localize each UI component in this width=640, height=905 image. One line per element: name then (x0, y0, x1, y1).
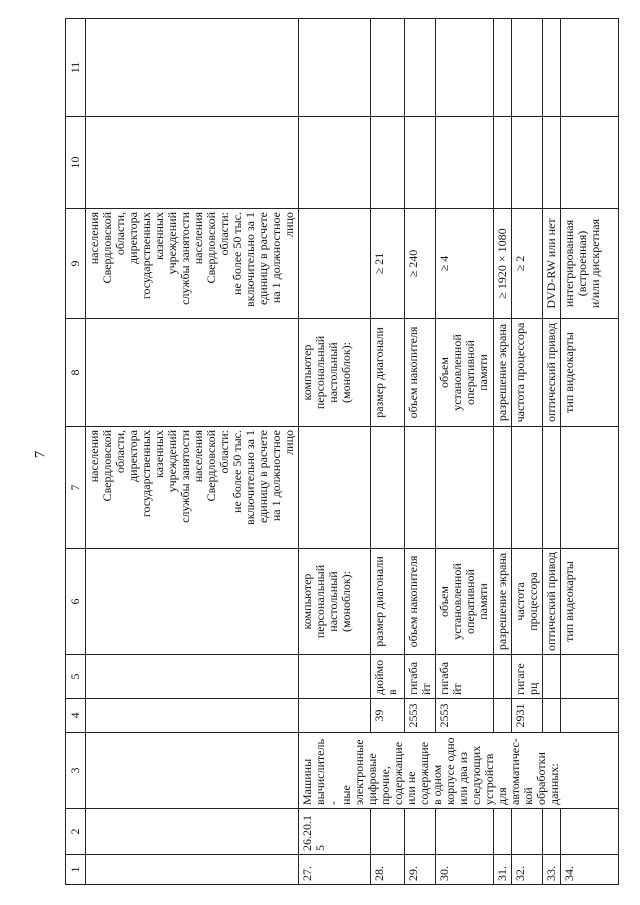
okpd-code (405, 809, 436, 855)
header-cell: 11 (66, 19, 86, 117)
header-row (66, 19, 86, 885)
table-cell (299, 19, 371, 117)
header-cell: 3 (66, 733, 86, 809)
characteristic-name: оптический привод (543, 319, 561, 427)
table-cell (405, 117, 436, 209)
row-number: 30. (436, 855, 494, 885)
table-cell (299, 117, 371, 209)
table-cell (561, 19, 619, 117)
okpd-code (561, 809, 619, 855)
table-cell (405, 19, 436, 117)
characteristic-value: ≥ 2 (512, 209, 543, 319)
characteristic-name: разрешение экрана (494, 319, 512, 427)
okpd-code: 26.20.15 (299, 809, 371, 855)
unit-name (561, 655, 619, 699)
okpd-code (543, 809, 561, 855)
unit-name: гигабайт (436, 655, 494, 699)
row-number: 29. (405, 855, 436, 885)
table-cell (86, 655, 299, 699)
table-cell (86, 19, 299, 117)
header-cell: 5 (66, 655, 86, 699)
characteristic-value: ≥ 240 (405, 209, 436, 319)
header-cell: 2 (66, 809, 86, 855)
table-cell (299, 209, 371, 319)
table-cell (543, 427, 561, 549)
table-cell (86, 319, 299, 427)
characteristic-name: размер диагонали (371, 319, 405, 427)
okpd-code (371, 809, 405, 855)
okpd-code (436, 809, 494, 855)
characteristic-name: разрешение экрана (494, 549, 512, 655)
header-cell: 9 (66, 209, 86, 319)
row-number: 34. (561, 855, 619, 885)
table-cell (494, 19, 512, 117)
okpd-code (494, 809, 512, 855)
header-cell: 7 (66, 427, 86, 549)
table-cell (494, 427, 512, 549)
characteristic-value: интегрированная (встроенная) и/или дискретная (561, 209, 619, 319)
unit-name (494, 655, 512, 699)
characteristic-value: ≥ 21 (371, 209, 405, 319)
unit-code: 2931 (512, 699, 543, 733)
table-cell (86, 117, 299, 209)
rotated-sheet (65, 19, 602, 885)
table-cell (299, 699, 371, 733)
table-cell (512, 427, 543, 549)
characteristic-name: тип видеокарты (561, 549, 619, 655)
table-cell (86, 733, 299, 809)
item-name: Машины вычислитель- ные электронные цифровые прочие, содержащие или не содержащие в одном корпусе одно или два из следующих устройств для автоматичес- кой обработки данных: (299, 733, 619, 809)
characteristic-name: объем установленной оперативной памяти (436, 319, 494, 427)
table-row (299, 19, 371, 885)
table-cell (405, 427, 436, 549)
characteristic-value: ≥ 4 (436, 209, 494, 319)
characteristic-name: оптический привод (543, 549, 561, 655)
unit-name (543, 655, 561, 699)
table-cell (86, 809, 299, 855)
unit-name: дюймов (371, 655, 405, 699)
table-cell (543, 19, 561, 117)
unit-name: гигабайт (405, 655, 436, 699)
header-cell: 4 (66, 699, 86, 733)
characteristic-name: объем накопителя (405, 549, 436, 655)
characteristic-value: DVD-RW или нет (543, 209, 561, 319)
requirements-table (65, 18, 619, 885)
characteristic-name: компьютер персональный настольный (моноблок): (299, 549, 371, 655)
characteristic-name: тип видеокарты (561, 319, 619, 427)
table-cell (436, 19, 494, 117)
characteristic-name: частота процессора (512, 319, 543, 427)
row-number: 31. (494, 855, 512, 885)
table-cell (512, 117, 543, 209)
okpd-code (512, 809, 543, 855)
table-cell (86, 855, 299, 885)
unit-code: 2553 (405, 699, 436, 733)
unit-code (494, 699, 512, 733)
characteristic-name: компьютер персональный настольный (моноблок): (299, 319, 371, 427)
characteristic-value: ≥ 1920 × 1080 (494, 209, 512, 319)
characteristic-name: объем установленной оперативной памяти (436, 549, 494, 655)
table-cell (543, 117, 561, 209)
table-cell (299, 427, 371, 549)
table-cell (86, 549, 299, 655)
row-number: 28. (371, 855, 405, 885)
table-cell (371, 427, 405, 549)
table-cell (371, 19, 405, 117)
continuation-row (86, 19, 299, 885)
header-cell: 6 (66, 549, 86, 655)
official-category-text: населения Свердловской области, директора государственных казенных учреждений службы занятости населения Свердловской области: не более 50 тыс. включительно за 1 единицу в расчете на 1 должностное лицо (86, 427, 299, 549)
table-cell (561, 117, 619, 209)
table-cell (512, 19, 543, 117)
unit-code: 2553 (436, 699, 494, 733)
row-number: 33. (543, 855, 561, 885)
table-cell (436, 427, 494, 549)
header-cell: 10 (66, 117, 86, 209)
table-cell (371, 117, 405, 209)
table-cell (86, 699, 299, 733)
unit-code (561, 699, 619, 733)
table-cell (436, 117, 494, 209)
official-category-text: населения Свердловской области, директора государственных казенных учреждений службы занятости населения Свердловской области: не более 50 тыс. включительно за 1 единицу в расчете на 1 должностное лицо (86, 209, 299, 319)
header-cell: 8 (66, 319, 86, 427)
table-cell (299, 655, 371, 699)
unit-code (543, 699, 561, 733)
table-cell (494, 117, 512, 209)
row-number: 27. (299, 855, 371, 885)
header-cell: 1 (66, 855, 86, 885)
unit-name: гигагерц (512, 655, 543, 699)
table-cell (561, 427, 619, 549)
row-number: 32. (512, 855, 543, 885)
characteristic-name: объем накопителя (405, 319, 436, 427)
unit-code: 39 (371, 699, 405, 733)
characteristic-name: частота процессора (512, 549, 543, 655)
characteristic-name: размер диагонали (371, 549, 405, 655)
page-number: 7 (32, 450, 49, 459)
